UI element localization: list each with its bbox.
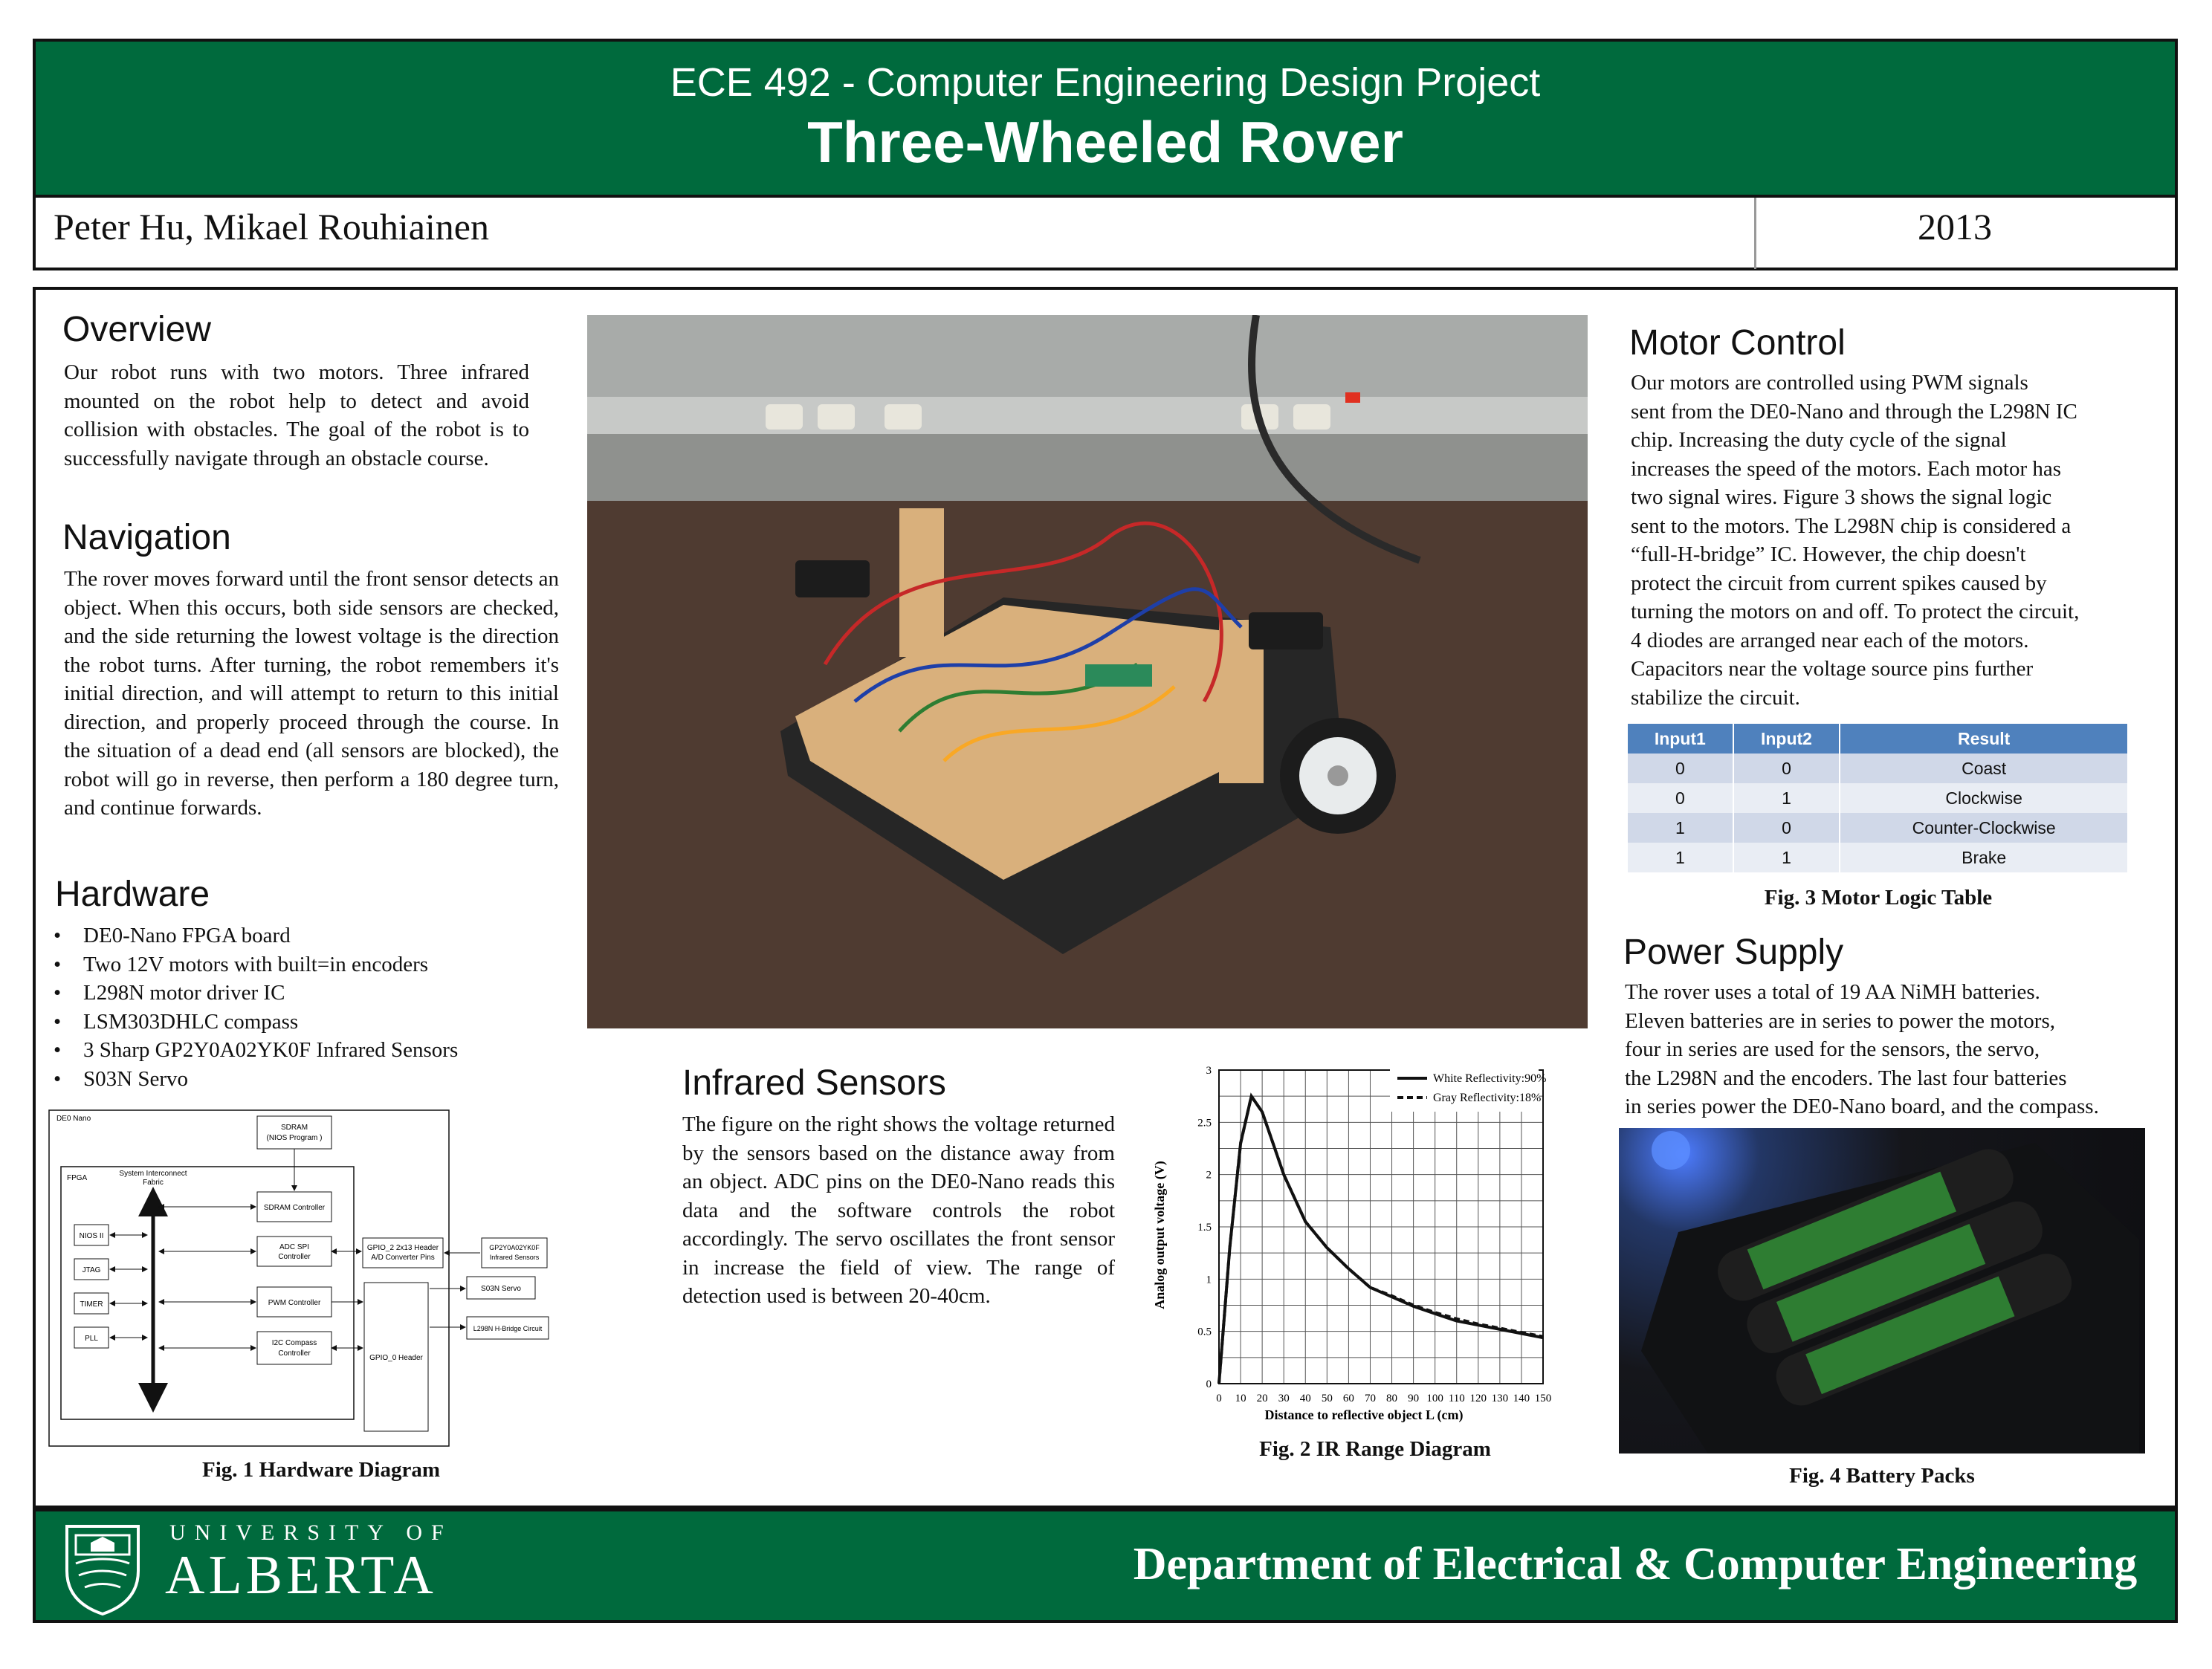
motor-text-line: protect the circuit from current spikes caused by — [1631, 571, 2047, 595]
x-tick-label: 120 — [1469, 1393, 1487, 1404]
hardware-item: • 3 Sharp GP2Y0A02YK0F Infrared Sensors — [49, 1036, 569, 1065]
hardware-item: • Two 12V motors with built=in encoders — [49, 950, 569, 979]
infrared-heading: Infrared Sensors — [682, 1063, 946, 1103]
department-name: Department of Electrical & Computer Engineering — [1133, 1539, 2138, 1589]
x-tick-label: 20 — [1256, 1393, 1268, 1404]
gpio2-label-1: GPIO_2 2x13 Header — [366, 1244, 439, 1252]
motor-text-line: sent to the motors. The L298N chip is considered a — [1631, 513, 2072, 538]
chart-axes — [1197, 1065, 1551, 1404]
fabric-label-2: Fabric — [143, 1179, 164, 1187]
table-cell: Clockwise — [1840, 783, 2128, 813]
motor-text-line: increases the speed of the motors. Each motor has — [1631, 456, 2062, 481]
university-crest-icon — [61, 1519, 144, 1615]
motor-heading: Motor Control — [1629, 323, 1846, 363]
course-title: ECE 492 - Computer Engineering Design Project — [670, 60, 1541, 105]
infrared-text: The figure on the right shows the voltage returned by the sensors based on the distance away from an object. ADC pins on the DE0-Nano reads this data and the software controls the robot accordingly. The servo oscillates the front sensor in increase the field of view. The range of detection used is between 20-40cm. — [682, 1112, 1115, 1308]
battery-photo — [1619, 1128, 2145, 1454]
x-tick-label: 70 — [1364, 1393, 1376, 1404]
nios-label: NIOS II — [79, 1232, 104, 1240]
hardware-list — [49, 921, 569, 1093]
chart-series — [1219, 1096, 1543, 1384]
motor-logic-table — [1628, 724, 2129, 872]
hardware-diagram-peripherals — [45, 1107, 699, 1449]
poster-title: Three-Wheeled Rover — [807, 109, 1403, 175]
table-cell: Counter-Clockwise — [1840, 813, 2128, 843]
motor-text-line: “full-H-bridge” IC. However, the chip doesn't — [1631, 542, 2026, 566]
table-cell: 1 — [1628, 843, 1733, 872]
table-cell: Brake — [1840, 843, 2128, 872]
motor-text-line: chip. Increasing the duty cycle of the signal — [1631, 428, 2007, 452]
overview-heading: Overview — [62, 310, 212, 349]
i2c-label-2: Controller — [278, 1349, 311, 1358]
fig1-caption: Fig. 1 Hardware Diagram — [201, 1458, 441, 1482]
rover-photo — [587, 315, 1588, 1028]
year: 2013 — [1918, 206, 1992, 247]
chart-grid — [1219, 1070, 1543, 1384]
ir-range-chart — [1152, 1054, 1553, 1434]
ir-sensors-label-2: Infrared Sensors — [489, 1254, 540, 1261]
jtag-label: JTAG — [82, 1266, 101, 1274]
table-cell: 0 — [1733, 813, 1840, 843]
fig4-caption: Fig. 4 Battery Packs — [1789, 1464, 1975, 1488]
x-tick-label: 60 — [1342, 1393, 1354, 1404]
y-tick-label: 3 — [1206, 1065, 1212, 1077]
x-tick-label: 30 — [1278, 1393, 1290, 1404]
sdram-controller-label: SDRAM Controller — [263, 1204, 326, 1212]
power-text-line: the L298N and the encoders. The last four batteries — [1625, 1066, 2067, 1090]
author-divider — [1754, 198, 1756, 269]
hardware-item: • LSM303DHLC compass — [49, 1008, 569, 1037]
x-axis-label: Distance to reflective object L (cm) — [1264, 1407, 1464, 1422]
university-name-line1: UNIVERSITY OF — [169, 1520, 453, 1545]
hardware-item: • DE0-Nano FPGA board — [49, 921, 569, 950]
power-text-line: in series power the DE0-Nano board, and the compass. — [1625, 1095, 2099, 1118]
adc-spi-label-1: ADC SPI — [279, 1243, 310, 1251]
gpio2-label-2: A/D Converter Pins — [371, 1254, 435, 1262]
table-cell: 1 — [1628, 813, 1733, 843]
x-tick-label: 140 — [1513, 1393, 1530, 1404]
motor-text-line: 4 diodes are arranged near each of the motors. — [1631, 628, 2029, 652]
y-tick-label: 1 — [1206, 1274, 1212, 1286]
motor-text — [1631, 369, 2181, 712]
pll-label: PLL — [85, 1335, 98, 1343]
motor-text-line: stabilize the circuit. — [1631, 685, 1800, 710]
x-tick-label: 100 — [1426, 1393, 1443, 1404]
hbridge-label: L298N H-Bridge Circuit — [473, 1325, 543, 1332]
sdram-label-1: SDRAM — [280, 1124, 308, 1132]
series-line-1 — [1219, 1096, 1543, 1384]
power-text-line: Eleven batteries are in series to power the motors, — [1625, 1008, 2055, 1033]
table-cell: 0 — [1733, 754, 1840, 783]
x-tick-label: 110 — [1448, 1393, 1465, 1404]
motor-text-line: two signal wires. Figure 3 shows the signal logic — [1631, 485, 2052, 509]
i2c-label-1: I2C Compass — [271, 1339, 317, 1347]
hardware-item: • S03N Servo — [49, 1065, 569, 1094]
navigation-text: The rover moves forward until the front sensor detects an object. When this occurs, both side sensors are checked, and the side returning the lowest voltage is the direction the robot turns. After turning, the robot remembers it's initial direction, and will attempt to return to this initial direction, and properly proceed through the course. In the situation of a dead end (all sensors are blocked), the robot will go in reverse, then perform a 180 degree turn, and continue forwards. — [64, 567, 559, 820]
table-cell: 1 — [1733, 783, 1840, 813]
y-tick-label: 1.5 — [1197, 1222, 1212, 1234]
table-cell: 0 — [1628, 783, 1733, 813]
table-row — [1628, 813, 2128, 843]
motor-text-line: Capacitors near the voltage source pins further — [1631, 657, 2034, 681]
table-row — [1628, 754, 2128, 783]
table-cell: 0 — [1628, 754, 1733, 783]
motor-text-line: turning the motors on and off. To protect the circuit, — [1631, 600, 2080, 623]
table-header: Input1 — [1628, 724, 1733, 754]
rover-illustration — [587, 315, 1588, 1028]
x-tick-label: 90 — [1408, 1393, 1420, 1404]
x-tick-label: 130 — [1491, 1393, 1509, 1404]
chart-legend — [1390, 1069, 1546, 1112]
overview-text: Our robot runs with two motors. Three infrared mounted on the robot help to detect and avoid collision with obstacles. The goal of the robot is to successfully navigate through an obstacle course. — [64, 360, 529, 470]
y-tick-label: 2.5 — [1197, 1117, 1212, 1130]
battery-illustration — [1619, 1128, 2145, 1454]
university-name-line2: ALBERTA — [165, 1545, 437, 1606]
hardware-heading: Hardware — [55, 875, 210, 914]
power-text-line: four in series are used for the sensors, the servo, — [1625, 1037, 2040, 1061]
motor-text-line: Our motors are controlled using PWM signals — [1631, 371, 2028, 395]
servo-label: S03N Servo — [481, 1285, 521, 1293]
x-tick-label: 0 — [1216, 1393, 1222, 1404]
authors: Peter Hu, Mikael Rouhiainen — [54, 206, 489, 247]
navigation-heading: Navigation — [62, 518, 231, 557]
y-axis-label: Analog output voltage (V) — [1152, 1161, 1167, 1309]
pwm-label: PWM Controller — [268, 1299, 321, 1307]
motor-text-line: sent from the DE0-Nano and through the L298N IC — [1631, 399, 2077, 424]
power-text-line: The rover uses a total of 19 AA NiMH batteries. — [1625, 980, 2040, 1004]
legend-entry: Gray Reflectivity:18% — [1433, 1092, 1542, 1104]
fig2-caption: Fig. 2 IR Range Diagram — [1259, 1437, 1491, 1461]
x-tick-label: 150 — [1534, 1393, 1552, 1404]
table-cell: Coast — [1840, 754, 2128, 783]
x-tick-label: 40 — [1299, 1393, 1311, 1404]
table-cell: 1 — [1733, 843, 1840, 872]
power-text — [1625, 978, 2190, 1121]
fig3-caption: Fig. 3 Motor Logic Table — [1764, 886, 1993, 910]
fpga-label: FPGA — [67, 1174, 88, 1182]
table-header: Result — [1840, 724, 2128, 754]
table-row — [1628, 843, 2128, 872]
fabric-label-1: System Interconnect — [119, 1170, 187, 1178]
power-heading: Power Supply — [1623, 933, 1844, 972]
ir-sensors-label-1: GP2Y0A02YK0F — [489, 1244, 540, 1251]
x-tick-label: 50 — [1321, 1393, 1333, 1404]
x-tick-label: 80 — [1386, 1393, 1398, 1404]
adc-spi-label-2: Controller — [278, 1253, 311, 1261]
de0-nano-label: DE0 Nano — [56, 1115, 91, 1123]
y-tick-label: 0 — [1206, 1378, 1212, 1390]
legend-entry: White Reflectivity:90% — [1433, 1072, 1547, 1085]
sdram-label-2: (NIOS Program ) — [266, 1134, 323, 1142]
timer-label: TIMER — [80, 1300, 103, 1309]
table-header: Input2 — [1733, 724, 1840, 754]
hardware-item: • L298N motor driver IC — [49, 979, 569, 1008]
y-tick-label: 2 — [1206, 1169, 1212, 1182]
x-tick-label: 10 — [1235, 1393, 1246, 1404]
series-line-2 — [1219, 1096, 1543, 1384]
y-tick-label: 0.5 — [1197, 1326, 1212, 1338]
table-row — [1628, 783, 2128, 813]
gpio0-label: GPIO_0 Header — [369, 1354, 423, 1362]
